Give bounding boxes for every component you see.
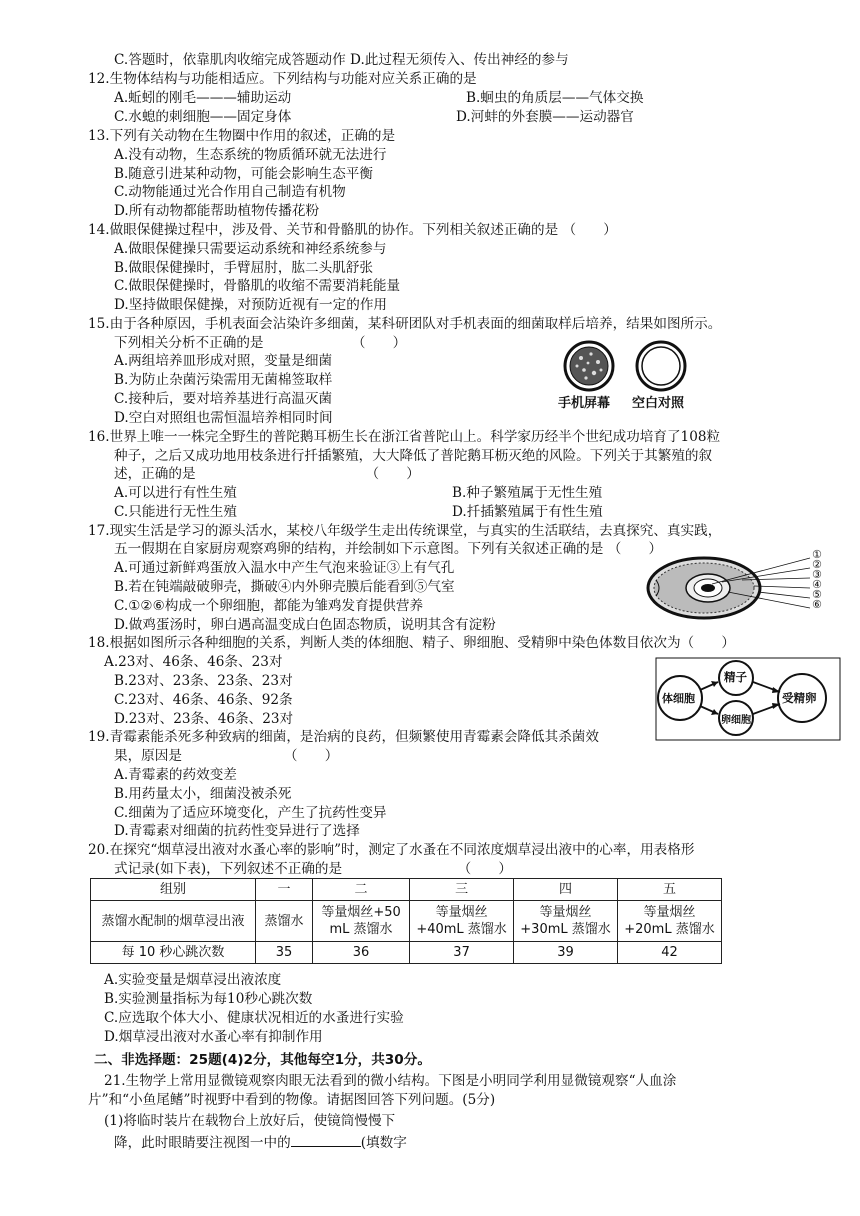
text-line: D.23对、23条、46条、23对 [114,711,294,727]
egg-number: ① [812,548,822,561]
text-line: 种子，之后又成功地用枝条进行扦插繁殖，大大降低了普陀鹅耳枥灭绝的风险。下列关于其繁殖的叙 [114,448,713,464]
text-line: 20.在探究“烟草浸出液对水蚤心率的影响”时，测定了水蚤在不同浓度烟草浸出液中的心率，用表格形 [88,842,695,858]
section-heading: 二、非选择题：25题(4)2分，其他每空1分，共30分。 [94,1052,431,1068]
text-line: A.青霉素的药效变差 [114,767,237,783]
zygote-label: 受精卵 [782,691,817,705]
text-line: 17.现实生活是学习的源头活水，某校八年级学生走出传统课堂，与真实的生活联结，去真探究、真实践， [88,523,722,539]
text-line: D.扦插繁殖属于有性生殖 [452,504,603,520]
text-line: (1)将临时装片在载物台上放好后，使镜筒慢慢下 [104,1113,396,1129]
text-line: B.做眼保健操时，手臂屈肘，肱二头肌舒张 [114,260,373,276]
table-cell: 35 [256,942,313,964]
text-line: B.用药量太小，细菌没被杀死 [114,786,292,802]
table-cell: 三 [410,879,514,901]
text-line: C.答题时，依靠肌肉收缩完成答题动作 D.此过程无须传入、传出神经的参与 [114,52,569,68]
text-line: 13.下列有关动物在生物圈中作用的叙述，正确的是 [88,128,396,144]
text-line: B.种子繁殖属于无性生殖 [452,485,603,501]
table-cell: 42 [618,942,722,964]
text-line: D.坚持做眼保健操，对预防近视有一定的作用 [114,297,388,313]
table-header-row [91,879,722,901]
fill-in-suffix: (填数字 [360,1135,407,1151]
text-line: 片”和“小鱼尾鳍”时视野中看到的物像。请据图回答下列问题。(5分) [88,1092,496,1108]
text-line: A.可以进行有性生殖 [114,485,237,501]
text-line: A.没有动物，生态系统的物质循环就无法进行 [114,147,387,163]
text-line: A.可通过新鲜鸡蛋放入温水中产生气泡来验证③上有气孔 [114,560,455,576]
text-line: B.为防止杂菌污染需用无菌棉签取样 [114,372,333,388]
text-line: 式记录(如下表)，下列叙述不正确的是 （ ） [114,861,513,877]
text-line: C.接种后，要对培养基进行高温灭菌 [114,391,333,407]
egg-structure-figure [642,548,842,628]
text-line: D.做鸡蛋汤时，卵白遇高温变成白色固态物质，说明其含有淀粉 [114,617,496,633]
egg-number: ④ [812,578,822,591]
experiment-table [90,878,722,964]
fill-in-line [114,1133,407,1152]
sperm-label: 精子 [724,670,747,684]
blank-control-label: 空白对照 [632,396,685,411]
text-line: 五一假期在自家厨房观察鸡卵的结构，并绘制如下示意图。下列有关叙述正确的是 （ ） [114,541,663,557]
table-row [91,901,722,942]
text-line: A.蚯蚓的刚毛———辅助运动 [114,90,292,106]
table-cell: 五 [618,879,722,901]
text-line: C.①②⑥构成一个卵细胞，都能为雏鸡发育提供营养 [114,598,424,614]
table-cell: 每 10 秒心跳次数 [91,942,256,964]
table-cell: 等量烟丝+30mL 蒸馏水 [514,901,618,942]
text-line: C.应选取个体大小、健康状况相近的水蚤进行实验 [104,1010,404,1026]
text-line: 19.青霉素能杀死多种致病的细菌，是治病的良药，但频繁使用青霉素会降低其杀菌效 [88,729,599,745]
text-line: A.实验变量是烟草浸出液浓度 [104,972,282,988]
table-cell: 等量烟丝+20mL 蒸馏水 [618,901,722,942]
table-cell: 等量烟丝+50 mL 蒸馏水 [313,901,410,942]
text-line: 12.生物体结构与功能相适应。下列结构与功能对应关系正确的是 [88,71,477,87]
egg-number: ⑥ [812,598,822,611]
text-line: B.随意引进某种动物，可能会影响生态平衡 [114,166,373,182]
text-line: B.蛔虫的角质层——气体交换 [466,90,644,106]
petri-dish-figure [556,340,696,410]
text-line: B.23对、23条、23条、23对 [114,673,293,689]
egg-number-labels [812,550,822,610]
text-line: A.23对、46条、46条、23对 [104,654,283,670]
text-line: C.23对、46条、46条、92条 [114,692,293,708]
text-line: B.若在钝端敲破卵壳，撕破④内外卵壳膜后能看到⑤气室 [114,579,455,595]
text-line: C.动物能通过光合作用自己制造有机物 [114,184,346,200]
table-cell: 36 [313,942,410,964]
text-line: D.所有动物都能帮助植物传播花粉 [114,203,320,219]
text-line: D.河蚌的外套膜——运动器官 [456,109,634,125]
table-row [91,942,722,964]
table-cell: 蒸馏水配制的烟草浸出液 [91,901,256,942]
egg-number: ③ [812,568,822,581]
table-cell: 蒸馏水 [256,901,313,942]
text-line: 下列相关分析不正确的是 （ ） [114,335,407,351]
egg-number: ② [812,558,822,571]
text-line: 述，正确的是 （ ） [114,466,420,482]
table-cell: 37 [410,942,514,964]
text-line: 14.做眼保健操过程中，涉及骨、关节和骨骼肌的协作。下列相关叙述正确的是 （ ） [88,222,617,238]
text-line: A.做眼保健操只需要运动系统和神经系统参与 [114,241,387,257]
text-line: 18.根据如图所示各种细胞的关系，判断人类的体细胞、精子、卵细胞、受精卵中染色体数目依次为（ ） [88,635,735,651]
body-cell-label: 体细胞 [662,692,695,705]
petri-dishes-drawing [556,340,696,392]
cell-relationship-figure [654,656,842,742]
text-line: 果，原因是 （ ） [114,748,339,764]
text-line: D.青霉素对细菌的抗药性变异进行了选择 [114,823,360,839]
table-cell: 二 [313,879,410,901]
table-cell: 39 [514,942,618,964]
egg-cell-label: 卵细胞 [721,715,751,726]
table-cell: 组别 [91,879,256,901]
text-line: 16.世界上唯一一株完全野生的普陀鹅耳枥生长在浙江省普陀山上。科学家历经半个世纪成功培育了108粒 [88,429,721,445]
phone-screen-label: 手机屏幕 [558,396,611,411]
table-cell: 四 [514,879,618,901]
text-line: D.烟草浸出液对水蚤心率有抑制作用 [104,1029,323,1045]
text-line: B.实验测量指标为每10秒心跳次数 [104,991,313,1007]
table-cell: 等量烟丝+40mL 蒸馏水 [410,901,514,942]
fill-in-prefix: 降，此时眼睛要注视图一中的 [114,1135,291,1151]
text-line: C.做眼保健操时，骨骼肌的收缩不需要消耗能量 [114,278,401,294]
answer-blank[interactable] [291,1133,361,1147]
text-line: C.只能进行无性生殖 [114,504,237,520]
text-line: D.空白对照组也需恒温培养相同时间 [114,410,333,426]
text-line: C.水螅的刺细胞——固定身体 [114,109,292,125]
text-line: C.细菌为了适应环境变化，产生了抗药性变异 [114,805,387,821]
text-line: A.两组培养皿形成对照，变量是细菌 [114,353,333,369]
egg-number: ⑤ [812,588,822,601]
text-line: 15.由于各种原因，手机表面会沾染许多细菌，某科研团队对手机表面的细菌取样后培养，结果如图所示。 [88,316,722,332]
table-cell: 一 [256,879,313,901]
text-line: 21.生物学上常用显微镜观察肉眼无法看到的微小结构。下图是小明同学利用显微镜观察“人血涂 [104,1073,677,1089]
